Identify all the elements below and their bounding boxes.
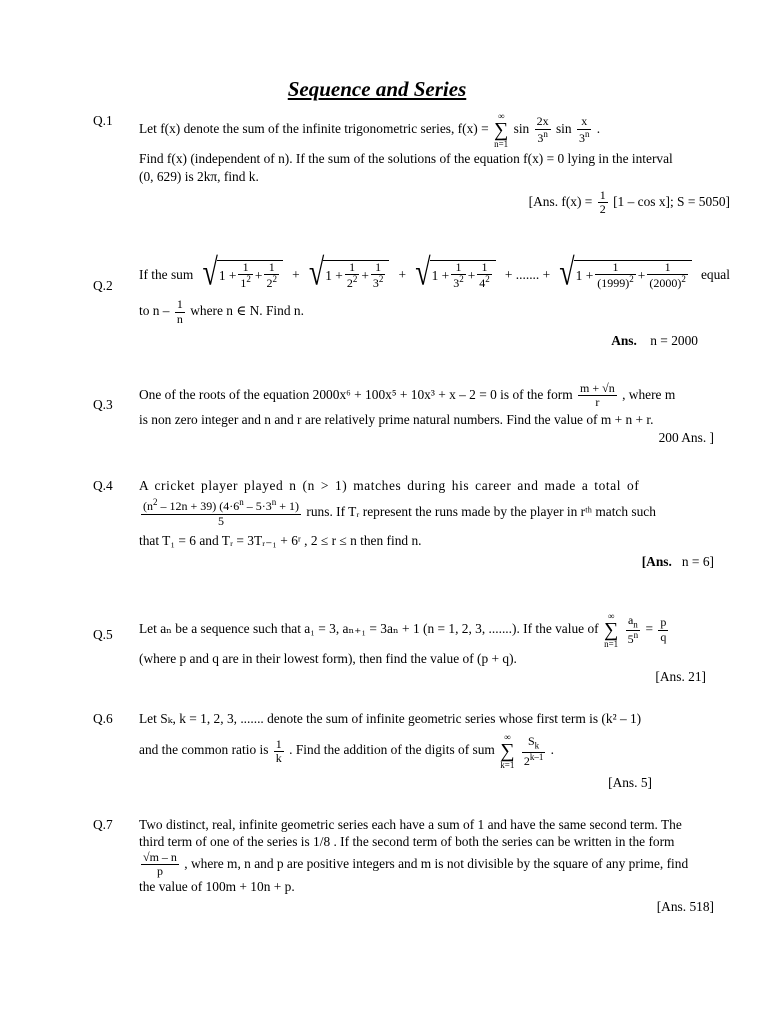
radical: √ 1 + $\frac{1}{(1999)^2}$ + $\frac{1}{(2000)^2}$ xyxy=(559,260,692,290)
question-4 xyxy=(93,477,730,571)
fraction: $\frac{1}{n}$ xyxy=(176,297,183,326)
page-title: Sequence and Series xyxy=(287,77,467,101)
answer: [Ans. 518] xyxy=(656,898,714,914)
question-text: the value of 100m + 10n + p. xyxy=(139,879,295,895)
question-text: , where m, n and p are positive integers and m is not divisible by the square of any prime, find xyxy=(184,855,689,871)
summation-symbol: ∞ ∑ n=1 xyxy=(603,611,619,649)
question-text: is non zero integer and n and r are relatively prime natural numbers. Find the value of m + n + r. xyxy=(139,412,654,428)
radical: √ 1 + $\frac{1}{3^2}$ + $\frac{1}{4^2}$ xyxy=(415,260,496,290)
answer: [Ans. 21] xyxy=(655,668,706,684)
question-2: Q.2 If the sum √ 1 + $\frac{1}{1^2}$ + $\frac{1}{2^2}$ + √ 1 + $\frac{1}{2^2}$ + $\frac{1}{3^2}$ + √ 1 + $\frac{1}{3^2}$ + $\frac{1}{4^2}$ + ....... + √ 1 + $\frac{1}{(1999)^2}$ + $\frac{1}{(2000)^2}$ equal to n – $\frac{1}{n}$ where n ∈ N. Find n. Ans. n = 2000 xyxy=(93,251,730,348)
question-text: One of the roots of the equation 2000x⁶ + 100x⁵ + 10x³ + x – 2 = 0 is of the form xyxy=(139,386,573,402)
question-text: that T₁ = 6 and Tᵣ = 3Tᵣ₋₁ + 6ʳ , 2 ≤ r ≤ n then find n. xyxy=(139,532,422,548)
fraction: $\frac{p}{q}$ xyxy=(660,615,667,644)
radical: √ 1 + $\frac{1}{1^2}$ + $\frac{1}{2^2}$ xyxy=(202,260,283,290)
summation-symbol: ∞ ∑ k=1 xyxy=(500,732,515,770)
question-5: Q.5 Let aₙ be a sequence such that a₁ = 3, aₙ₊₁ = 3aₙ + 1 (n = 1, 2, 3, .......). If the value of ∞ ∑ n=1 $\frac{a_n}{5^n}$ = $\frac{p}{q}$ (where p and q are in their lowest form), then find the value of (p + q). [Ans. 21] xyxy=(93,612,730,685)
fraction: $\frac{√m - n}{p}$ xyxy=(143,849,177,879)
question-text: If the sum xyxy=(139,267,194,283)
question-text: . Find the addition of the digits of sum xyxy=(289,742,495,758)
summation-symbol: ∞ ∑ n=1 xyxy=(494,111,509,149)
question-text: third term of one of the series is 1/8 . If the second term of both the series can be written in the form xyxy=(139,834,675,850)
fraction: $\frac{S_k}{2^{k-1}}$ xyxy=(523,734,544,768)
answer: Ans. n = 2000 xyxy=(611,332,698,348)
question-text: runs. If Tᵣ represent the runs made by the player in rᵗʰ match such xyxy=(306,504,656,520)
answer: 200 Ans. ] xyxy=(658,429,714,445)
question-number: Q.6 xyxy=(93,711,113,726)
answer: [Ans. 5] xyxy=(608,774,652,790)
question-text: and the common ratio is xyxy=(139,742,269,758)
fraction: $\frac{m + √n}{r}$ xyxy=(580,381,615,410)
fraction: $\frac{1}{k}$ xyxy=(275,736,282,765)
question-text: A cricket player played n (n > 1) matches during his career and made a total of xyxy=(139,478,640,493)
question-text: Find f(x) (independent of n). If the sum of the solutions of the equation f(x) = 0 lying in the interval xyxy=(139,151,673,167)
question-number: Q.1 xyxy=(93,113,113,128)
fraction: $\frac{(n^2 - 12n + 39) (4\cdot 6^n - 5\cdot 3^n + 1)}{5}$ xyxy=(143,497,300,528)
fraction: $\frac{x}{3^n}$ xyxy=(578,114,590,145)
question-3: Q.3 One of the roots of the equation 2000x⁶ + 100x⁵ + 10x³ + x – 2 = 0 is of the form $\frac{m + √n}{r}$ , where m is non zero integer and n and r are relatively prime natural numbers. Find the value of m + n + r. 200 Ans. ] xyxy=(93,382,730,446)
question-text: to n – xyxy=(139,303,170,319)
question-number: Q.3 xyxy=(93,397,113,412)
question-text: Let aₙ be a sequence such that a₁ = 3, aₙ₊₁ = 3aₙ + 1 (n = 1, 2, 3, .......). If the value of xyxy=(139,621,599,637)
question-text: Let f(x) denote the sum of the infinite trigonometric series, f(x) = xyxy=(139,121,489,137)
answer: [Ans. n = 6] xyxy=(641,554,714,570)
question-number: Q.5 xyxy=(93,627,113,642)
question-7 xyxy=(93,816,730,915)
question-text: (where p and q are in their lowest form), then find the value of (p + q). xyxy=(139,651,517,667)
question-number: Q.2 xyxy=(93,278,113,293)
question-text: Two distinct, real, infinite geometric series each have a sum of 1 and have the same second term. The xyxy=(139,817,682,832)
fraction: $\frac{1}{2}$ xyxy=(599,187,606,217)
question-6: Q.6 Let Sₖ, k = 1, 2, 3, ....... denote the sum of infinite geometric series whose first term is (k² – 1) and the common ratio is $\frac{1}{k}$ . Find the addition of the digits of sum ∞ ∑ k=1 $\frac{S_k}{2^{k-1}}$ . [Ans. 5] xyxy=(93,710,730,791)
question-number: Q.7 xyxy=(93,817,113,832)
fraction: $\frac{a_n}{5^n}$ xyxy=(627,612,639,647)
question-text: (0, 629) is 2kπ, find k. xyxy=(139,168,259,184)
radical: √ 1 + $\frac{1}{2^2}$ + $\frac{1}{3^2}$ xyxy=(309,260,390,290)
question-1: Q.1 Let f(x) denote the sum of the infinite trigonometric series, f(x) = ∞ ∑ n=1 sin $\frac{2x}{3^n}$ sin $\frac{x}{3^n}$ . Find f(x) (independent of n). If the sum of the solutions of the equation f(x) = 0 lying in the interval (0, 629) is 2kπ, find k. [Ans. f(x) = $\frac{1}{2}$ [1 – cos x]; S = 5050] xyxy=(93,111,730,217)
fraction: $\frac{2x}{3^n}$ xyxy=(536,114,549,145)
question-text: Let Sₖ, k = 1, 2, 3, ....... denote the sum of infinite geometric series whose first term is (k² – 1) xyxy=(139,711,642,726)
answer: [Ans. f(x) = $\frac{1}{2}$ [1 – cos x]; S = 5050] xyxy=(528,187,730,217)
question-number: Q.4 xyxy=(93,478,113,493)
question-text: where n ∈ N. Find n. xyxy=(190,303,304,319)
